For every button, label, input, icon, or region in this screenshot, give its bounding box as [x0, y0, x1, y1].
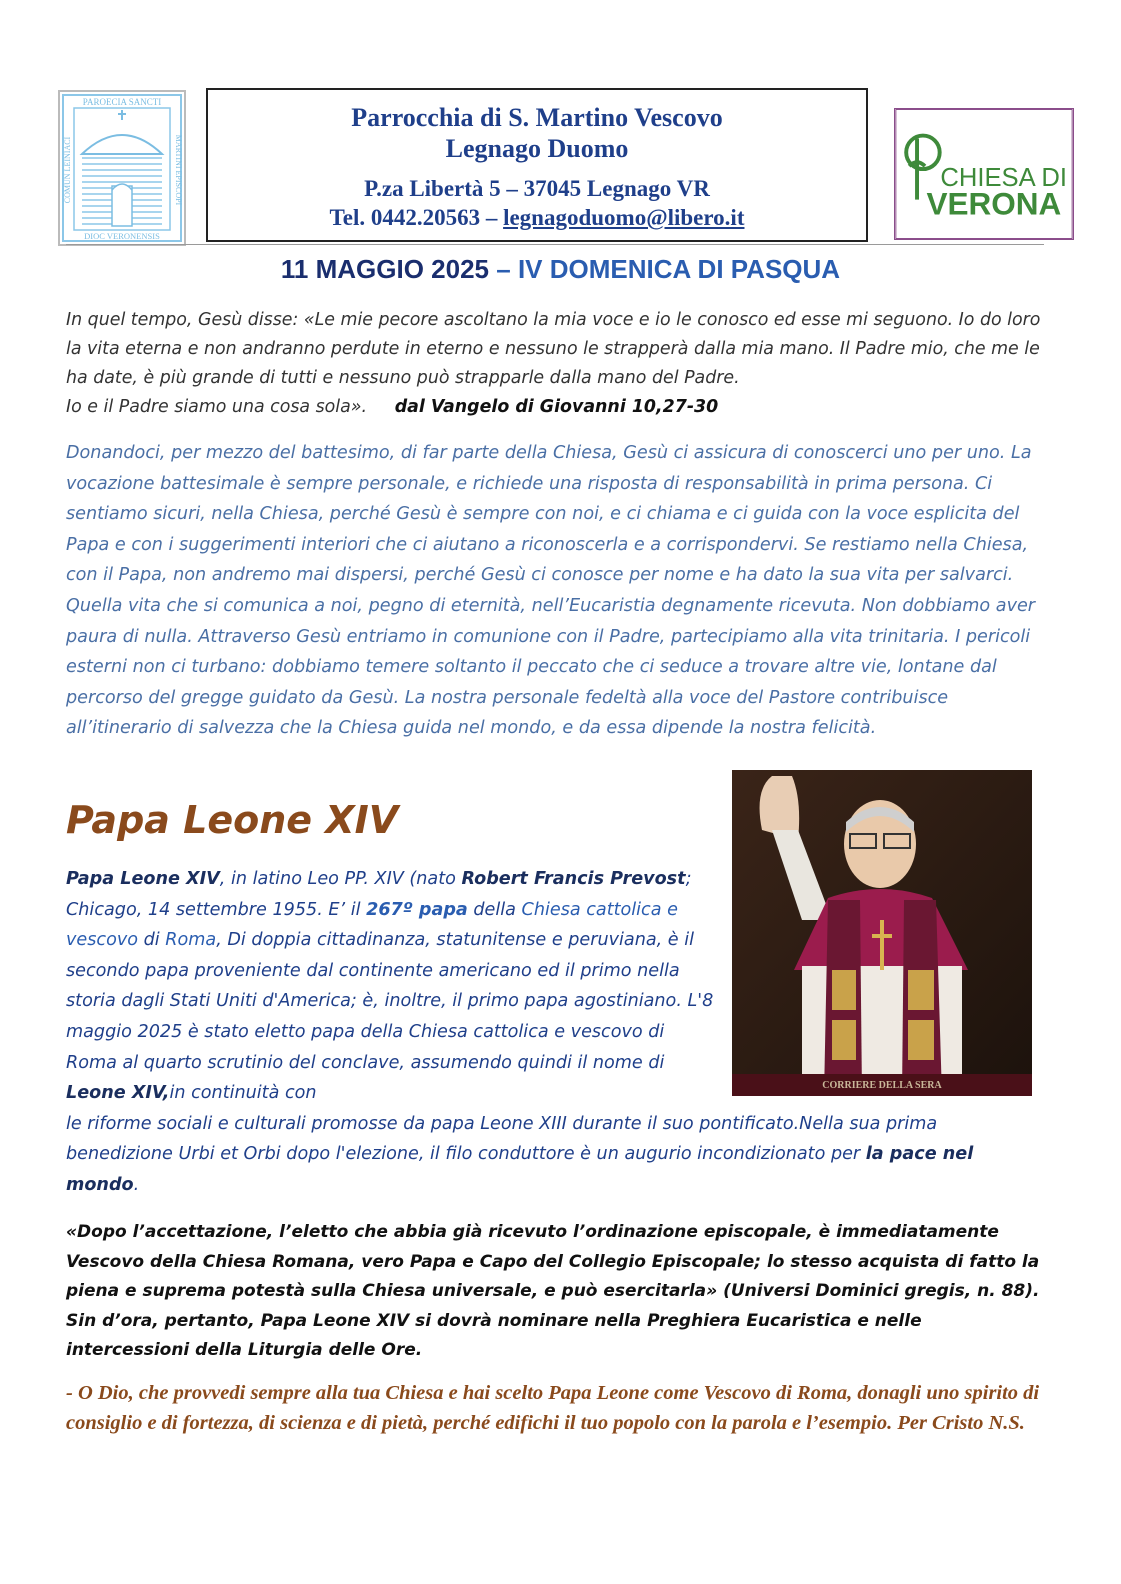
section-title: Papa Leone XIV	[66, 798, 399, 842]
parish-phone: Tel. 0442.20563 –	[329, 205, 504, 230]
bio-peace-highlight: la pace nel mondo	[66, 1144, 974, 1195]
prayer-text: - O Dio, che provvedi sempre alla tua Chiesa e hai scelto Papa Leone come Vescovo di Roma, donagli uno spirito di consiglio e di fortezza, di scienza e di pietà, perché edifichi il tuo popolo con la parola e l’esempio. Per Cristo N.S.	[66, 1382, 1040, 1434]
bio-text: le riforme sociali e culturali promosse da papa Leone XIII durante il suo pontificato.Nella sua prima benedizione Urbi et Orbi dopo l'elezione, il filo conduttore è un augurio incondizionato per	[66, 1113, 938, 1165]
parish-name: Parrocchia di S. Martino Vescovo	[351, 103, 723, 132]
parish-header-box	[206, 88, 868, 242]
seal-bottom-text: DIOC VERONENSIS	[84, 231, 160, 241]
bio-name: Papa Leone XIV	[66, 869, 220, 889]
bio-text: della	[467, 899, 522, 920]
bio-text: in continuità con	[169, 1083, 317, 1104]
bio-full-lines	[66, 1109, 1046, 1201]
bio-church-link[interactable]: Chiesa cattolica e vescovo	[66, 899, 678, 951]
bio-birth-name: Robert Francis Prevost	[461, 869, 686, 889]
feast-text: IV DOMENICA DI PASQUA	[517, 254, 841, 284]
seal-right-text: MARTINI EPISCOPI	[174, 134, 183, 206]
gospel-source: dal Vangelo di Giovanni 10,27-30	[394, 397, 719, 417]
bio-text: ; Chicago, 14 settembre 1955. E’ il	[66, 869, 692, 920]
reflection-paragraph: Donandoci, per mezzo del battesimo, di far parte della Chiesa, Gesù ci assicura di conoscerci uno per uno. La vocazione battesimale è sempre personale, e richiede una risposta di responsabilità in prima persona. Ci sentiamo sicuri, nella Chiesa, perché Gesù è sempre con noi, e ci chiama e ci guida con la voce esplicita del Papa e con i suggerimenti interiori che ci aiutano a riconoscerla e a corrispondervi. Se restiamo nella Chiesa, con il Papa, non andremo mai dispersi, perché Gesù ci conosce per nome e ha dato la sua vita per salvarci. Quella vita che si comunica a noi, pegno di eternità, nell’Eucaristia degnamente ricevuta. Non dobbiamo aver paura di nulla. Attraverso Gesù entriamo in comunione con il Padre, partecipiamo alla vita trinitaria. I pericoli esterni non ci turbano: dobbiamo temere soltanto il peccato che ci seduce a trovare altre vie, lontane dal percorso del gregge guidato da Gesù. La nostra personale fedeltà alla voce del Pastore contribuisce all’itinerario di salvezza che la Chiesa guida nel mondo, e da essa dipende la nostra felicità.	[66, 443, 1036, 739]
pope-biography	[66, 864, 1046, 1201]
bio-papal-name: Leone XIV,	[66, 1083, 170, 1104]
bio-rome-link[interactable]: Roma	[165, 930, 217, 951]
parish-address: P.za Libertà 5 – 37045 Legnago VR	[364, 176, 710, 201]
date-text: 11 MAGGIO 2025	[280, 254, 490, 284]
bio-text: , in latino Leo PP. XIV (nato	[219, 869, 462, 889]
chiesa-di-verona-logo	[894, 108, 1074, 240]
gospel-text: In quel tempo, Gesù disse: «Le mie pecore ascoltano la mia voce e io le conosco ed esse mi seguono. Io do loro la vita eterna e non andranno perdute in eterno e nessuno le strapperà dalla mia mano. Il Padre mio, che me le ha date, è più grande di tutti e nessuno può strapparle dalla mano del Padre.	[66, 310, 1041, 388]
gospel-passage	[66, 306, 1056, 422]
bio-pope-number-link[interactable]: 267º papa	[366, 899, 468, 920]
title-separator: –	[489, 254, 518, 284]
parish-location: Legnago Duomo	[445, 134, 629, 163]
logo-line2: VERONA	[926, 185, 1062, 222]
parish-contacts	[208, 203, 866, 232]
bio-text: , Di doppia cittadinanza, statunitense e peruviana, è il secondo papa proveniente dal continente americano ed il primo nella storia dagli Stati Uniti d'America; è, inoltre, il primo papa agostiniano. L'8 maggio 2025 è stato eletto papa della Chiesa cattolica e vescovo di Roma al quarto scrutinio del conclave, assumendo quindi il nome di	[66, 930, 714, 1073]
page-title	[0, 252, 1121, 286]
seal-left-text: COMUN LEINIACI	[63, 136, 72, 204]
bio-text: di	[138, 930, 166, 951]
header-divider	[66, 244, 1044, 245]
seal-top-text: PAROECIA SANCTI	[82, 97, 162, 107]
gospel-text-end: Io e il Padre siamo una cosa sola».	[66, 397, 368, 417]
logo-line1: CHIESA DI	[940, 163, 1067, 192]
photo-caption: CORRIERE DELLA SERA	[822, 1080, 942, 1091]
canon-quote: «Dopo l’accettazione, l’eletto che abbia già ricevuto l’ordinazione episcopale, è immediatamente Vescovo della Chiesa Romana, vero Papa e Capo del Collegio Episcopale; lo stesso acquista di fatto la piena e suprema potestà sulla Chiesa universale, e può esercitarla» (Universi Dominici gregis, n. 88). Sin d’ora, pertanto, Papa Leone XIV si dovrà nominare nella Preghiera Eucaristica e nelle intercessioni della Liturgia delle Ore.	[66, 1222, 1040, 1361]
parish-email-link[interactable]: legnagoduomo@libero.it	[503, 205, 745, 230]
bio-wrapped-lines	[66, 864, 716, 1109]
parish-seal-logo	[58, 90, 186, 246]
bio-text: .	[133, 1174, 140, 1195]
